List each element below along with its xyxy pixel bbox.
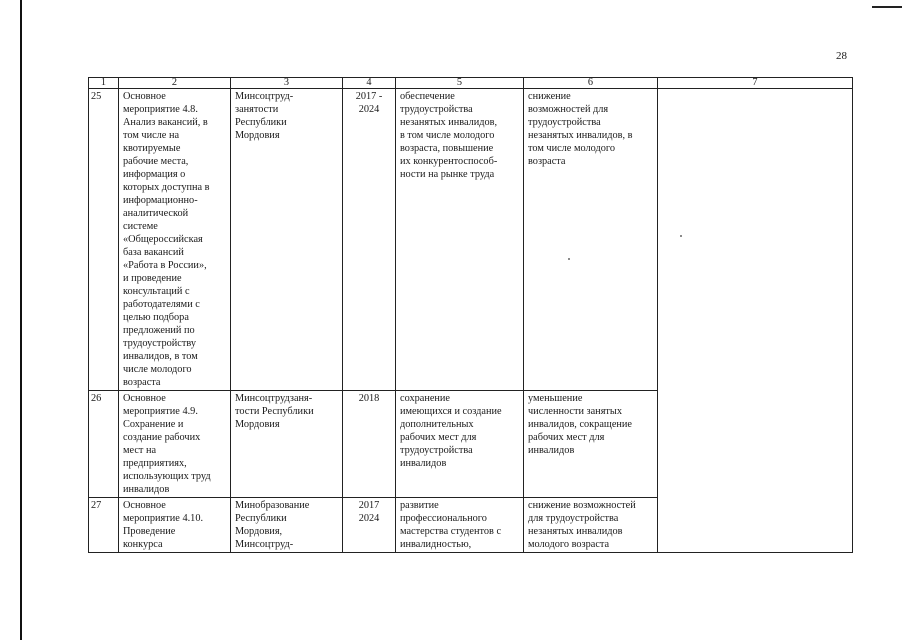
consequence-cell: снижение возможностей для трудоустройства незанятых инвалидов молодого возраста: [524, 498, 658, 553]
executor-cell: Минобразование Республики Мордовия, Минсоцтруд-: [231, 498, 343, 553]
table-row: [89, 89, 853, 391]
measure-cell: Основное мероприятие 4.9. Сохранение и создание рабочих мест на предприятиях, использующих труд инвалидов: [119, 391, 231, 498]
measure-cell: Основное мероприятие 4.8. Анализ вакансий, в том числе на квотируемые рабочие места, информация о которых доступна в информационно- аналитической системе «Общероссийская база вакансий «Работа в России», и проведение консультаций с работодателями с целью подбора предложений по трудоустройству инвалидов, в том числе молодого возраста: [119, 89, 231, 391]
header-col-1: 1: [89, 78, 119, 89]
binding-line: [20, 0, 22, 640]
row-number: 27: [89, 498, 119, 553]
row-number: 25: [89, 89, 119, 391]
executor-cell: Минсоцтруд- занятости Республики Мордовия: [231, 89, 343, 391]
result-cell: развитие профессионального мастерства студентов с инвалидностью,: [396, 498, 524, 553]
page-number: 28: [836, 50, 847, 62]
measures-table: [88, 77, 853, 553]
consequence-cell: снижение возможностей для трудоустройства незанятых инвалидов, в том числе молодого возраста: [524, 89, 658, 391]
period-cell: 2017 - 2024: [343, 89, 396, 391]
corner-mark: [872, 6, 902, 8]
header-col-4: 4: [343, 78, 396, 89]
header-col-7: 7: [658, 78, 853, 89]
measure-cell: Основное мероприятие 4.10. Проведение конкурса: [119, 498, 231, 553]
header-row: [89, 78, 853, 89]
period-cell: 2017 2024: [343, 498, 396, 553]
header-col-6: 6: [524, 78, 658, 89]
row-number: 26: [89, 391, 119, 498]
header-col-3: 3: [231, 78, 343, 89]
executor-cell: Минсоцтрудзаня- тости Республики Мордовия: [231, 391, 343, 498]
empty-cell: [658, 89, 853, 553]
consequence-cell: уменьшение численности занятых инвалидов, сокращение рабочих мест для инвалидов: [524, 391, 658, 498]
result-cell: обеспечение трудоустройства незанятых инвалидов, в том числе молодого возраста, повышение их конкурентоспособ- ности на рынке труда: [396, 89, 524, 391]
period-cell: 2018: [343, 391, 396, 498]
header-col-2: 2: [119, 78, 231, 89]
header-col-5: 5: [396, 78, 524, 89]
result-cell: сохранение имеющихся и создание дополнительных рабочих мест для трудоустройства инвалидов: [396, 391, 524, 498]
